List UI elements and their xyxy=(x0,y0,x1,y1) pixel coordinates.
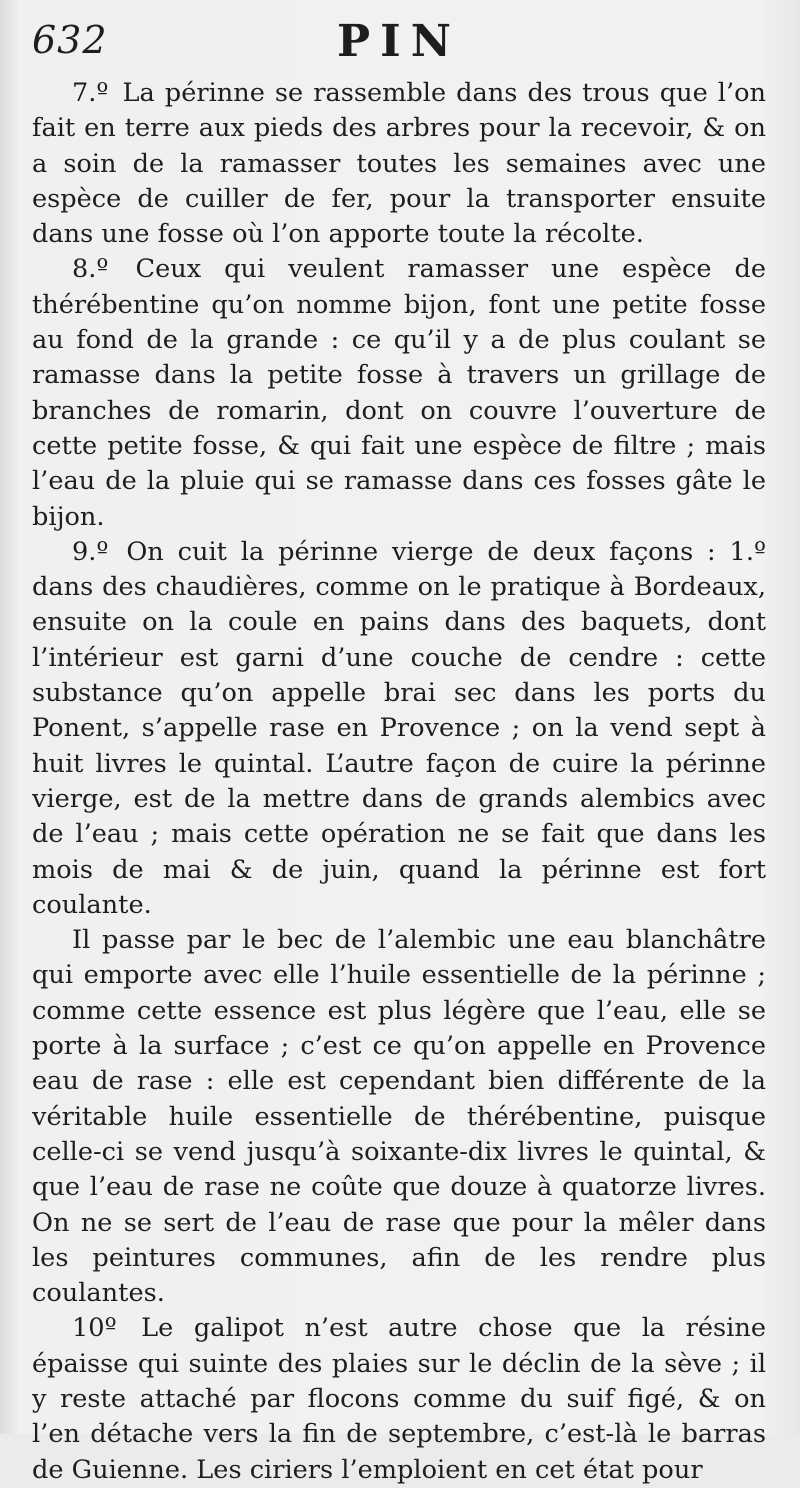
paragraph-7 xyxy=(32,76,766,252)
paragraph-text: Le galipot n’est autre chose que la résine épaisse qui suinte des plaies sur le déclin de la sève ; il y reste attaché par flocons comme du suif figé, & on l’en détache vers la fin de septembre, c’est-là le barras de Guienne. Les ciriers l’emploient en cet état pour xyxy=(32,1313,767,1485)
page-number: 632 xyxy=(32,18,108,62)
paragraph-9 xyxy=(32,535,766,923)
paragraph-ordinal: 10º xyxy=(72,1313,117,1344)
page-header xyxy=(32,14,766,68)
paragraph-10 xyxy=(32,1311,766,1487)
paragraph-text: La périnne se rassemble dans des trous que l’on fait en terre aux pieds des arbres pour la recevoir, & on a soin de la ramasser toutes les semaines avec une espèce de cuiller de fer, pour la transporter ensuite dans une fosse où l’on apporte toute la récolte. xyxy=(32,78,766,250)
running-title: PIN xyxy=(337,16,461,67)
paragraph-8 xyxy=(32,252,766,534)
paragraph-ordinal: 8.º xyxy=(72,254,109,285)
paragraph-ordinal: 9.º xyxy=(72,536,109,567)
paragraph-text: Ceux qui veulent ramasser une espèce de thérébentine qu’on nomme bijon, font une petite fosse au fond de la grande : ce qu’il y a de plus coulant se ramasse dans la petite fosse à travers un grillage de branches de romarin, dont on couvre l’ouverture de cette petite fosse, & qui fait une espèce de filtre ; mais l’eau de la pluie qui se ramasse dans ces fosses gâte le bijon. xyxy=(32,254,766,532)
body-text xyxy=(32,76,766,1488)
paragraph-text: On cuit la périnne vierge de deux façons : 1.º dans des chaudières, comme on le pratique à Bordeaux, ensuite on la coule en pains dans des baquets, dont l’intérieur est garni d’une couche de cendre : cette substance qu’on appelle brai sec dans les ports du Ponent, s’appelle rase en Provence ; on la vend sept à huit livres le quintal. L’autre façon de cuire la périnne vierge, est de la mettre dans de grands alembics avec de l’eau ; mais cette opération ne se fait que dans les mois de mai & de juin, quand la périnne est fort coulante. xyxy=(32,536,766,920)
paragraph-text: Il passe par le bec de l’alembic une eau blanchâtre qui emporte avec elle l’huile essentielle de la périnne ; comme cette essence est plus légère que l’eau, elle se porte à la surface ; c’est ce qu’on appelle en Provence eau de rase : elle est cependant bien différente de la véritable huile essentielle de thérébentine, puisque celle-ci se vend jusqu’à soixante-dix livres le quintal, & que l’eau de rase ne coûte que douze à quatorze livres. On ne se sert de l’eau de rase que pour la mêler dans les peintures communes, afin de les rendre plus coulantes. xyxy=(32,925,766,1309)
paragraph-alembic xyxy=(32,923,766,1311)
paragraph-ordinal: 7.º xyxy=(72,78,109,108)
